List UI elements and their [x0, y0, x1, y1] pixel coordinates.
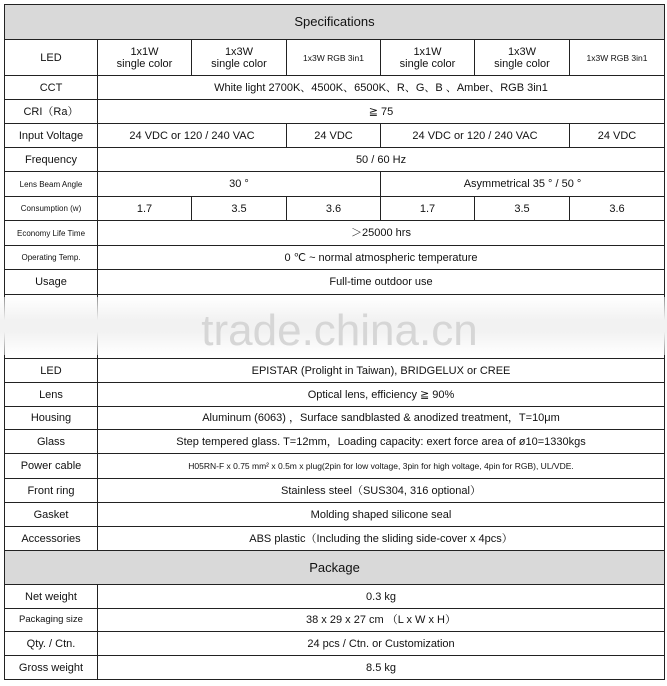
- cri-row: [5, 100, 665, 124]
- cct-row: [5, 76, 665, 100]
- accessories-row: [5, 527, 665, 551]
- operating-temp-label: Operating Temp.: [5, 246, 98, 270]
- lens-value: Optical lens, efficiency ≧ 90%: [98, 383, 665, 407]
- glass-value: Step tempered glass. T=12mm，Loading capacity: exert force area of ø10=1330kgs: [98, 430, 665, 454]
- gross-weight-value: 8.5 kg: [98, 656, 665, 680]
- consumption-value-3: 3.6: [287, 197, 381, 221]
- led-row: [5, 359, 665, 383]
- power-cable-label: Power cable: [5, 454, 98, 479]
- led-value: EPISTAR (Prolight in Taiwan), BRIDGELUX or CREE: [98, 359, 665, 383]
- gross-weight-row: [5, 656, 665, 680]
- consumption-value-6: 3.6: [570, 197, 665, 221]
- gross-weight-label: Gross weight: [5, 656, 98, 680]
- consumption-value-4: 1.7: [381, 197, 475, 221]
- life-time-value: ＞25000 hrs: [98, 221, 665, 246]
- packaging-size-label: Packaging size: [5, 609, 98, 632]
- input-voltage-value-3: 24 VDC or 120 / 240 VAC: [381, 124, 570, 148]
- consumption-value-5: 3.5: [475, 197, 570, 221]
- package-section-title: Package: [5, 551, 665, 585]
- beam-angle-row: [5, 172, 665, 197]
- lens-label: Lens: [5, 383, 98, 407]
- power-cable-row: [5, 454, 665, 479]
- qty-ctn-row: [5, 632, 665, 656]
- led-type-col-3: 1x3W RGB 3in1: [287, 40, 381, 76]
- consumption-value-1: 1.7: [98, 197, 192, 221]
- consumption-label: Consumption (w): [5, 197, 98, 221]
- beam-angle-value-1: 30 °: [98, 172, 381, 197]
- cct-value: White light 2700K、4500K、6500K、R、G、B 、Amber、RGB 3in1: [98, 76, 665, 100]
- qty-ctn-label: Qty. / Ctn.: [5, 632, 98, 656]
- beam-angle-value-2: Asymmetrical 35 ° / 50 °: [381, 172, 665, 197]
- led-type-col-6: 1x3W RGB 3in1: [570, 40, 665, 76]
- glass-row: [5, 430, 665, 454]
- accessories-label: Accessories: [5, 527, 98, 551]
- led-type-row: [5, 40, 665, 76]
- housing-row: [5, 407, 665, 430]
- beam-angle-label: Lens Beam Angle: [5, 172, 98, 197]
- frequency-row: [5, 148, 665, 172]
- input-voltage-value-4: 24 VDC: [570, 124, 665, 148]
- housing-value: Aluminum (6063) ，Surface sandblasted & anodized treatment，T=10μm: [98, 407, 665, 430]
- led-type-col-5: 1x3W single color: [475, 40, 570, 76]
- cri-value: ≧ 75: [98, 100, 665, 124]
- usage-row: [5, 270, 665, 295]
- accessories-value: ABS plastic（Including the sliding side-cover x 4pcs）: [98, 527, 665, 551]
- input-voltage-row: [5, 124, 665, 148]
- front-ring-label: Front ring: [5, 479, 98, 503]
- led-label: LED: [5, 359, 98, 383]
- usage-value: Full-time outdoor use: [98, 270, 665, 295]
- life-time-row: [5, 221, 665, 246]
- usage-label: Usage: [5, 270, 98, 295]
- net-weight-row: [5, 585, 665, 609]
- glass-label: Glass: [5, 430, 98, 454]
- input-voltage-label: Input Voltage: [5, 124, 98, 148]
- led-type-col-4: 1x1W single color: [381, 40, 475, 76]
- operating-temp-row: [5, 246, 665, 270]
- gasket-row: [5, 503, 665, 527]
- cri-label: CRI（Ra）: [5, 100, 98, 124]
- consumption-value-2: 3.5: [192, 197, 287, 221]
- specifications-section-title: Specifications: [5, 5, 665, 40]
- front-ring-row: [5, 479, 665, 503]
- lens-row: [5, 383, 665, 407]
- net-weight-label: Net weight: [5, 585, 98, 609]
- cct-label: CCT: [5, 76, 98, 100]
- life-time-label: Economy Life Time: [5, 221, 98, 246]
- led-type-col-2: 1x3W single color: [192, 40, 287, 76]
- housing-label: Housing: [5, 407, 98, 430]
- consumption-row: [5, 197, 665, 221]
- power-cable-value: H05RN-F x 0.75 mm² x 0.5m x plug(2pin for low voltage, 3pin for high voltage, 4pin for RGB), UL/VDE.: [98, 454, 665, 479]
- packaging-size-row: [5, 609, 665, 632]
- qty-ctn-value: 24 pcs / Ctn. or Customization: [98, 632, 665, 656]
- net-weight-value: 0.3 kg: [98, 585, 665, 609]
- frequency-value: 50 / 60 Hz: [98, 148, 665, 172]
- watermark-text: trade.china.cn: [201, 306, 478, 355]
- frequency-label: Frequency: [5, 148, 98, 172]
- input-voltage-value-1: 24 VDC or 120 / 240 VAC: [98, 124, 287, 148]
- front-ring-value: Stainless steel（SUS304, 316 optional）: [98, 479, 665, 503]
- gasket-value: Molding shaped silicone seal: [98, 503, 665, 527]
- input-voltage-value-2: 24 VDC: [287, 124, 381, 148]
- operating-temp-value: 0 ℃ ~ normal atmospheric temperature: [98, 246, 665, 270]
- packaging-size-value: 38 x 29 x 27 cm （L x W x H）: [98, 609, 665, 632]
- gasket-label: Gasket: [5, 503, 98, 527]
- led-type-label: LED: [5, 40, 98, 76]
- led-type-col-1: 1x1W single color: [98, 40, 192, 76]
